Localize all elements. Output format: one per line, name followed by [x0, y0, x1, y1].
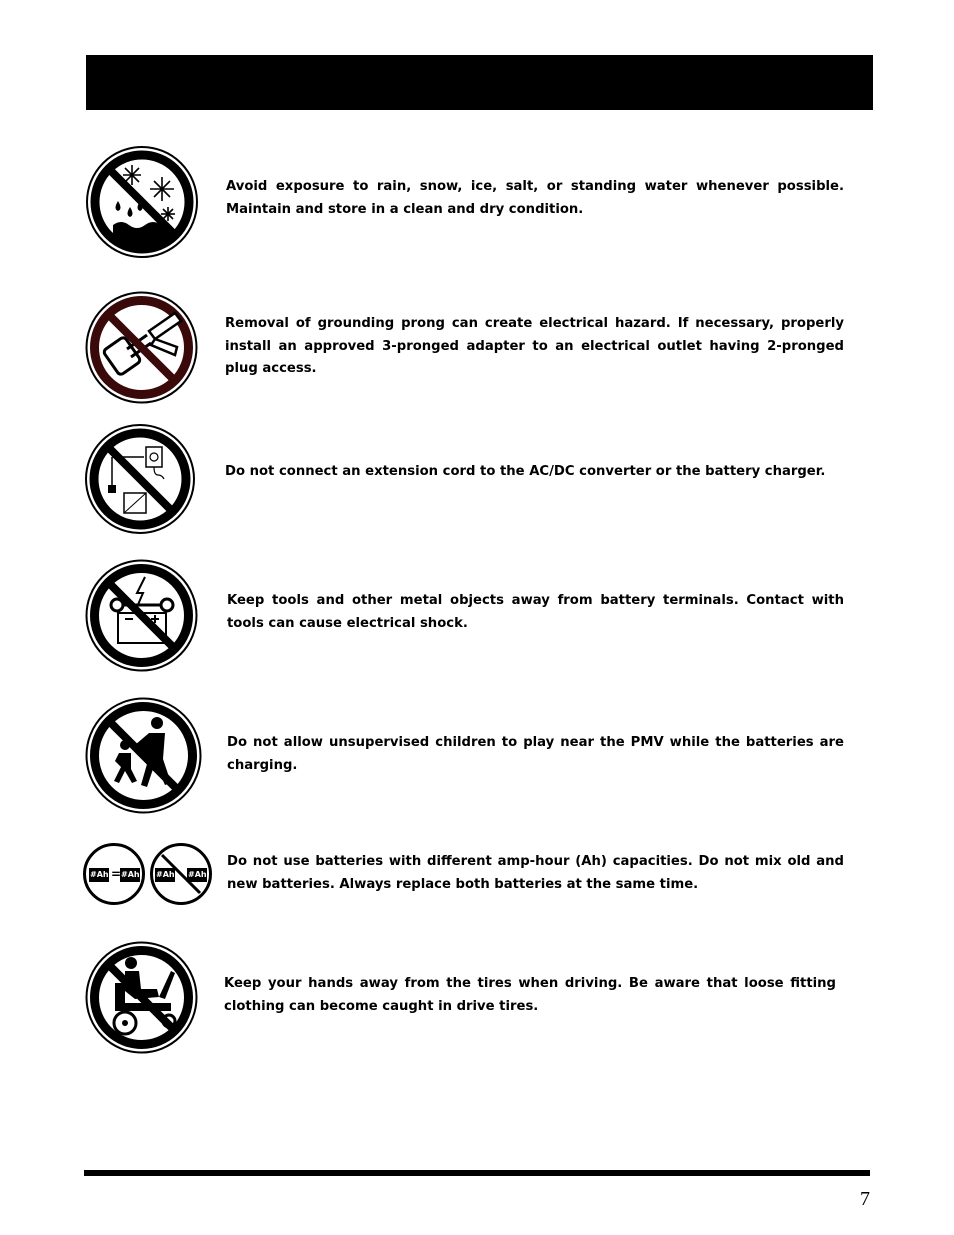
battery-label-right: #Ah [188, 870, 207, 879]
equal-sign: = [111, 867, 122, 881]
no-grounding-prong-removal-icon [85, 291, 198, 404]
warning-text-weather: Avoid exposure to rain, snow, ice, salt, or standing water whenever possible. Maintain and store in a clean and dry condition. [226, 179, 844, 217]
page-number: 7 [860, 1188, 870, 1210]
warning-text-children: Do not allow unsupervised children to play near the PMV while the batteries are charging. [227, 735, 844, 773]
warning-text-tools-battery: Keep tools and other metal objects away from battery terminals. Contact with tools can cause electrical shock. [227, 593, 844, 631]
warning-text-extension-cord: Do not connect an extension cord to the AC/DC converter or the battery charger. [225, 464, 826, 479]
battery-mismatch-prohibited-icon [150, 843, 212, 905]
no-weather-exposure-icon [85, 145, 199, 259]
footer-rule [84, 1170, 870, 1176]
warning-text-grounding-prong: Removal of grounding prong can create electrical hazard. If necessary, properly install an approved 3-pronged adapter to an electrical outlet having 2-pronged plug access. [225, 316, 844, 376]
no-extension-cord-icon [84, 423, 196, 535]
battery-label-right: #Ah [121, 870, 140, 879]
no-tools-near-battery-icon [85, 559, 198, 672]
battery-label-left: #Ah [90, 870, 109, 879]
no-hands-near-tires-icon [85, 941, 198, 1054]
warning-text-battery-capacity: Do not use batteries with different amp-hour (Ah) capacities. Do not mix old and new batteries. Always replace both batteries at the same time. [227, 854, 844, 892]
battery-label-left: #Ah [156, 870, 175, 879]
warning-text-hands-tires: Keep your hands away from the tires when driving. Be aware that loose fitting clothing can become caught in drive tires. [224, 976, 836, 1014]
header-bar [86, 55, 873, 110]
no-children-playing-icon [85, 697, 202, 814]
battery-equal-capacity-icon [83, 843, 145, 905]
